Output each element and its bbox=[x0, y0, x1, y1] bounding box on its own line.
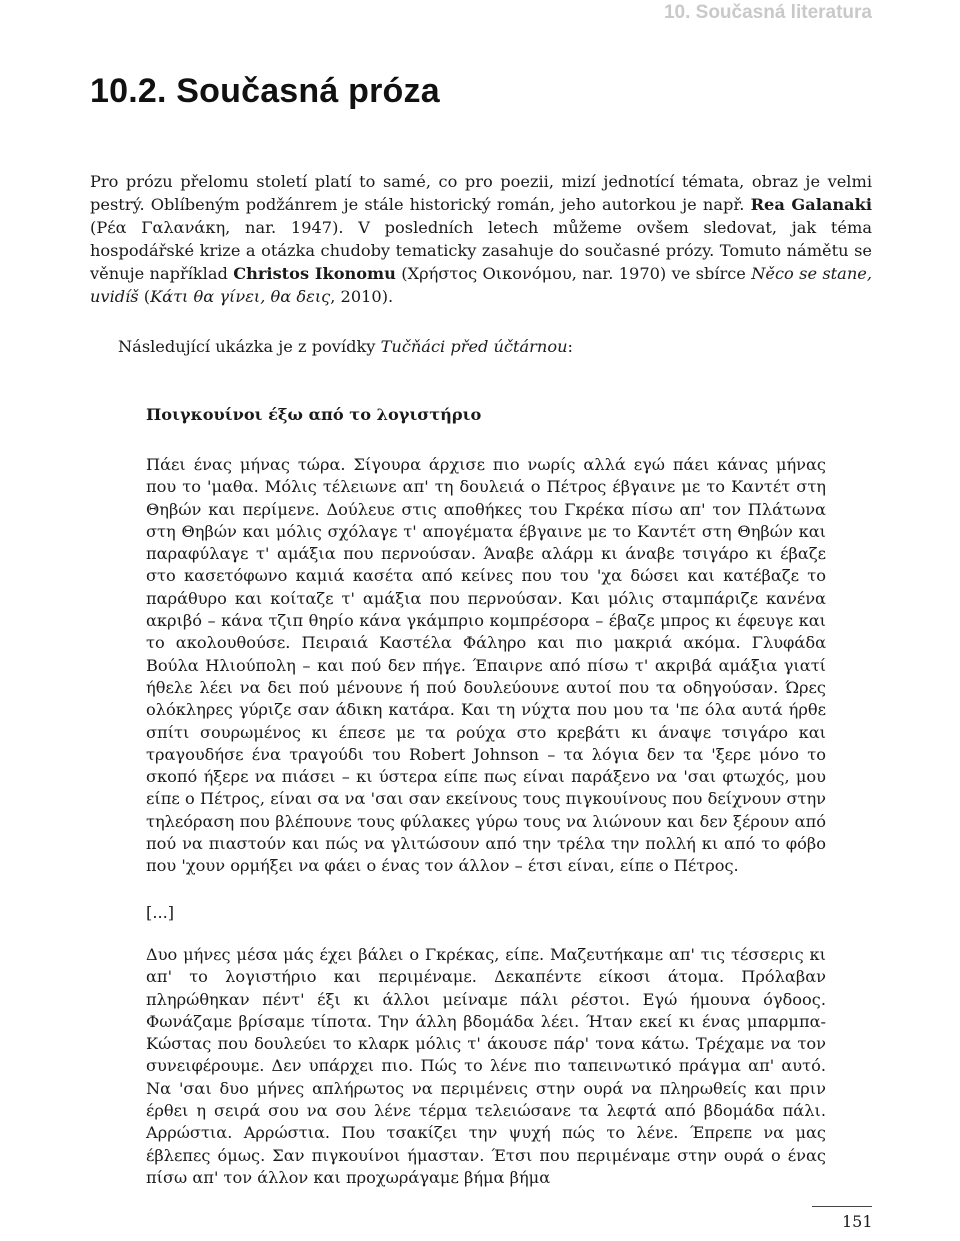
intro-text-4: ( bbox=[138, 287, 151, 306]
footer-rule bbox=[812, 1206, 872, 1207]
book-title-czech: Něco se stane, uvidíš bbox=[90, 264, 872, 306]
intro-text-5: , 2010). bbox=[330, 287, 394, 306]
running-header: 10. Současná literatura bbox=[663, 2, 872, 23]
book-title-greek: Κάτι θα γίνει, θα δεις bbox=[150, 287, 331, 306]
intro-text-2: (Ρέα Γαλανάκη, nar. 1947). V posledních letech můžeme ovšem sledovat, jak téma hospodářské krize a otázka chudoby tematicky zasahuje do současné prózy. Tomuto námětu se věnuje například bbox=[90, 218, 872, 283]
section-title: 10.2. Současná próza bbox=[90, 72, 440, 110]
author-christos-ikonomu: Christos Ikonomu bbox=[233, 264, 396, 283]
intro-text-3: (Χρήστος Οικονόμου, nar. 1970) ve sbírce bbox=[395, 264, 752, 283]
lead-text: Následující ukázka je z povídky bbox=[118, 337, 381, 356]
intro-paragraph bbox=[90, 170, 872, 308]
lead-colon: : bbox=[567, 337, 573, 356]
page-number: 151 bbox=[842, 1212, 873, 1231]
story-paragraph-1: Πάει ένας μήνας τώρα. Σίγουρα άρχισε πιο νωρίς αλλά εγώ πάει κάνας μήνας που το 'μαθα. Μόλις τέλειωνε απ' τη δουλειά ο Πέτρος έβγαινε με το Καντέτ στη Θηβών και περίμενε. Δούλευε στις αποθήκες του Γκρέκα πίσω απ' τον Πλάτωνα στη Θηβών και μόλις σχόλαγε τ' απογέματα έβγαινε με το Καντέτ στη Θηβών και παραφύλαγε τ' αμάξια που περνούσαν. Άναβε αλάρμ κι άναβε τσιγάρο κι έβαζε στο κασετόφωνο καμιά κασέτα από κείνες που του 'χα δώσει και κατέβαζε το παράθυρο και κοίταζε τ' αμάξια που περνούσαν. Και μόλις σταμπάριζε κανένα ακριβό – κάνα τζιπ θηρίο κάνα γκάμπριο κομπρέσορα – έβαζε μπρος κι έφευγε και το ακολουθούσε. Πειραιά Καστέλα Φάληρο και πιο μακριά ακόμα. Γλυφάδα Βούλα Ηλιούπολη – και πού δεν πήγε. Έπαιρνε από πίσω τ' ακριβά αμάξια γιατί ήθελε λέει να δει πού μένουνε ή πού δουλεύουνε αυτοί που τα οδηγούσαν. Ώρες ολόκληρες γύριζε σαν άδικη κατάρα. Και τη νύχτα που μου τα 'πε όλα αυτά ήρθε σπίτι σουρωμένος κι έπεσε με τα ρούχα στο κρεβάτι κι άναψε τσιγάρο και τραγουδήσε ένα τραγούδι του Robert Johnson – τα λόγια δεν τα 'ξερε μόνο το σκοπό ήξερε να πιάσει – κι ύστερα είπε πως είναι παράξενο να 'σαι φτωχός, μου είπε ο Πέτρος, είναι σα να 'σαι σαν εκείνους τους πιγκουίνους που δείχνουν στην τηλεόραση που βλέπουνε τους φύλακες γύρω τους να λιώνουν και δεν ξέρουν από πού να πιαστούν και πώς να γλιτώσουν από την τρέλα την πολλή κι από το φόβο που 'χουν ορμήξει να φάει ο ένας τον άλλον – έτσι είναι, είπε ο Πέτρος. bbox=[146, 455, 826, 876]
intro-text-1: Pro prózu přelomu století platí to samé, co pro poezii, mizí jednotící témata, obraz je velmi pestrý. Oblíbeným podžánrem je stále historický román, jeho autorkou je např. bbox=[90, 172, 872, 214]
story-paragraph-2: Δυο μήνες μέσα μάς έχει βάλει ο Γκρέκας, είπε. Μαζευτήκαμε απ' τις τέσσερις κι απ' το λογιστήριο και περιμέναμε. Δεκαπέντε είκοσι άτομα. Πρόλαβαν πληρώθηκαν πέντ' έξι κι άλλοι μείναμε πάλι ρέστοι. Εγώ ήμουνα όγδοος. Φωνάζαμε βρίσαμε τίποτα. Την άλλη βδομάδα λέει. Ήταν εκεί κι ένας μπαρμπα-Κώστας που δουλεύει το κλαρκ μόλις τ' άκουσε πάρ' τονα κάτω. Τρέχαμε να τον συνειφέρουμε. Δεν υπάρχει πιο. Πώς το λένε πιο ταπεινωτικό πράγμα απ' αυτό. Να 'σαι δυο μήνες απλήρωτος να περιμένεις στην ουρά να πληρωθείς και πριν έρθει η σειρά σου να σου λένε τέρμα τελειώσανε τα λεφτά από βδομάδα πάλι. Αρρώστια. Αρρώστια. Που τσακίζει την ψυχή πώς το λένε. Έπρεπε να μας έβλεπες όμως. Σαν πιγκουίνοι ήμασταν. Έτσι που περιμέναμε στην ουρά ο ένας πίσω απ' τον άλλον και προχωράγαμε βήμα βήμα bbox=[146, 945, 826, 1187]
story-title-greek: Ποιγκουίνοι έξω από το λογιστήριο bbox=[146, 405, 482, 424]
author-rea-galanaki: Rea Galanaki bbox=[750, 195, 873, 214]
omission-marker: [...] bbox=[146, 903, 175, 922]
excerpt-lead bbox=[118, 335, 872, 358]
story-title-czech: Tučňáci před účtárnou bbox=[380, 337, 568, 356]
